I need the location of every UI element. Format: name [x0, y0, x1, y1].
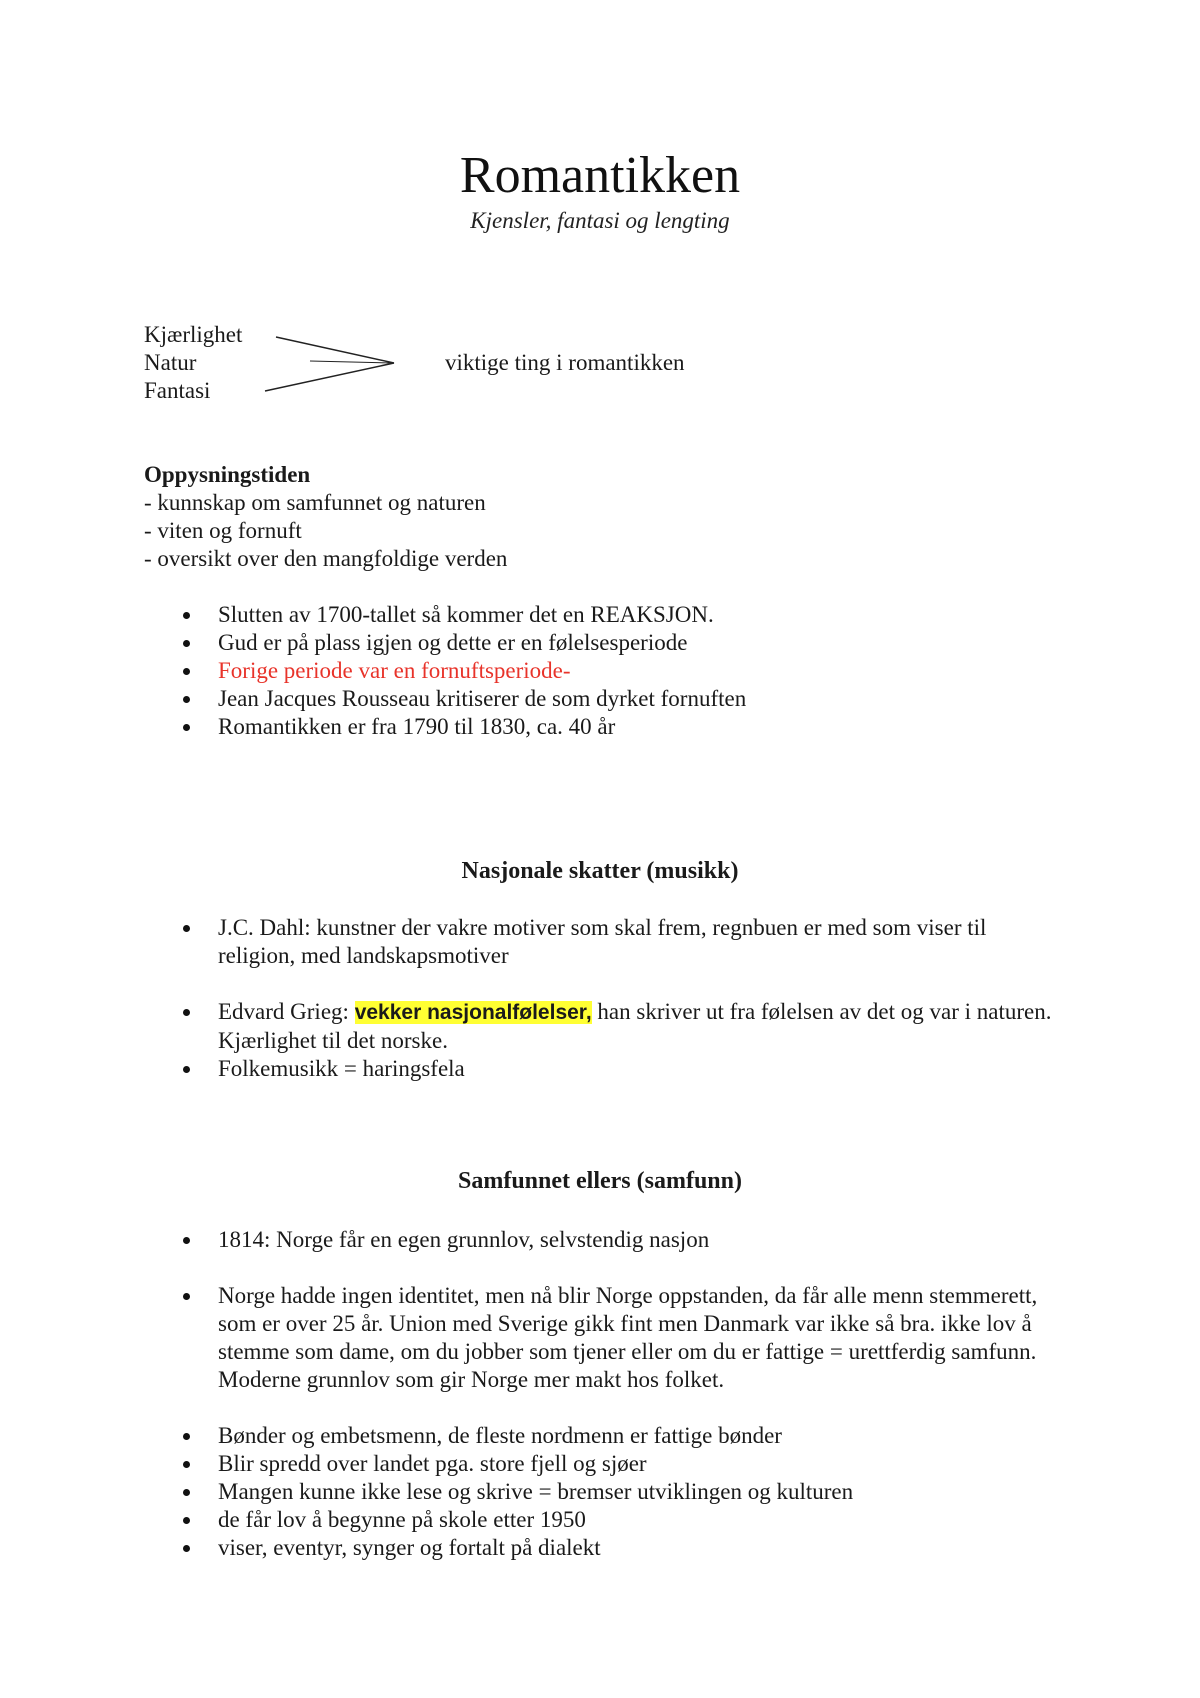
list-item: Blir spredd over landet pga. store fjell og sjøer [144, 1450, 1064, 1478]
page-subtitle: Kjensler, fantasi og lengting [470, 208, 730, 233]
oppysning-heading: Oppysningstiden [144, 462, 311, 487]
list-item: Bønder og embetsmenn, de fleste nordmenn er fattige bønder [144, 1422, 1064, 1450]
samfunnet-heading: Samfunnet ellers (samfunn) [457, 1168, 742, 1194]
list-item: viser, eventyr, synger og fortalt på dialekt [144, 1534, 1064, 1562]
oppysning-line: - oversikt over den mangfoldige verden [144, 546, 508, 571]
list-item: Gud er på plass igjen og dette er en følelsesperiode [144, 629, 1064, 657]
list-item: Mangen kunne ikke lese og skrive = bremser utviklingen og kulturen [144, 1478, 1064, 1506]
page-title: Romantikken [459, 147, 741, 204]
oppysning-line: - kunnskap om samfunnet og naturen [144, 490, 486, 515]
oppysning-line: - viten og fornuft [144, 518, 302, 543]
diagram-result-text: viktige ting i romantikken [445, 350, 685, 375]
oppysning-section [144, 461, 507, 573]
samfunnet-bullet-list [144, 1226, 1064, 1562]
nasjonale-bullet-list [144, 914, 1064, 1083]
list-item: 1814: Norge får en egen grunnlov, selvstendig nasjon [144, 1226, 1064, 1254]
list-item-grieg [144, 998, 1064, 1055]
diagram-word-fantasi: Fantasi [144, 378, 211, 403]
list-item: Romantikken er fra 1790 til 1830, ca. 40 år [144, 713, 1064, 741]
grieg-suffix: han skriver ut fra følelsen av det og var i naturen. Kjærlighet til det norske. [218, 999, 1052, 1053]
list-item-highlighted-red: Forige periode var en fornuftsperiode- [144, 657, 1064, 685]
highlighted-text: vekker nasjonalfølelser, [354, 1001, 592, 1024]
diagram-word-natur: Natur [144, 350, 197, 375]
list-item: Folkemusikk = haringsfela [144, 1055, 1064, 1083]
nasjonale-heading: Nasjonale skatter (musikk) [461, 858, 739, 884]
oppysning-bullet-list [144, 601, 1064, 741]
diagram-word-kjaerlighet: Kjærlighet [144, 322, 243, 347]
list-item: Norge hadde ingen identitet, men nå blir Norge oppstanden, da får alle menn stemmerett, som er over 25 år. Union med Sverige gikk fint men Danmark var ikke så bra. ikke lov å stemme som dame, om du jobber som tjener eller om du er fattige = urettferdig samfunn. Moderne grunnlov som gir Norge mer makt hos folket. [144, 1282, 1064, 1394]
list-item: J.C. Dahl: kunstner der vakre motiver som skal frem, regnbuen er med som viser til religion, med landskapsmotiver [144, 914, 1064, 970]
list-item: de får lov å begynne på skole etter 1950 [144, 1506, 1064, 1534]
grieg-prefix: Edvard Grieg: [218, 999, 355, 1024]
list-item: Slutten av 1700-tallet så kommer det en REAKSJON. [144, 601, 1064, 629]
list-item: Jean Jacques Rousseau kritiserer de som dyrket fornuften [144, 685, 1064, 713]
